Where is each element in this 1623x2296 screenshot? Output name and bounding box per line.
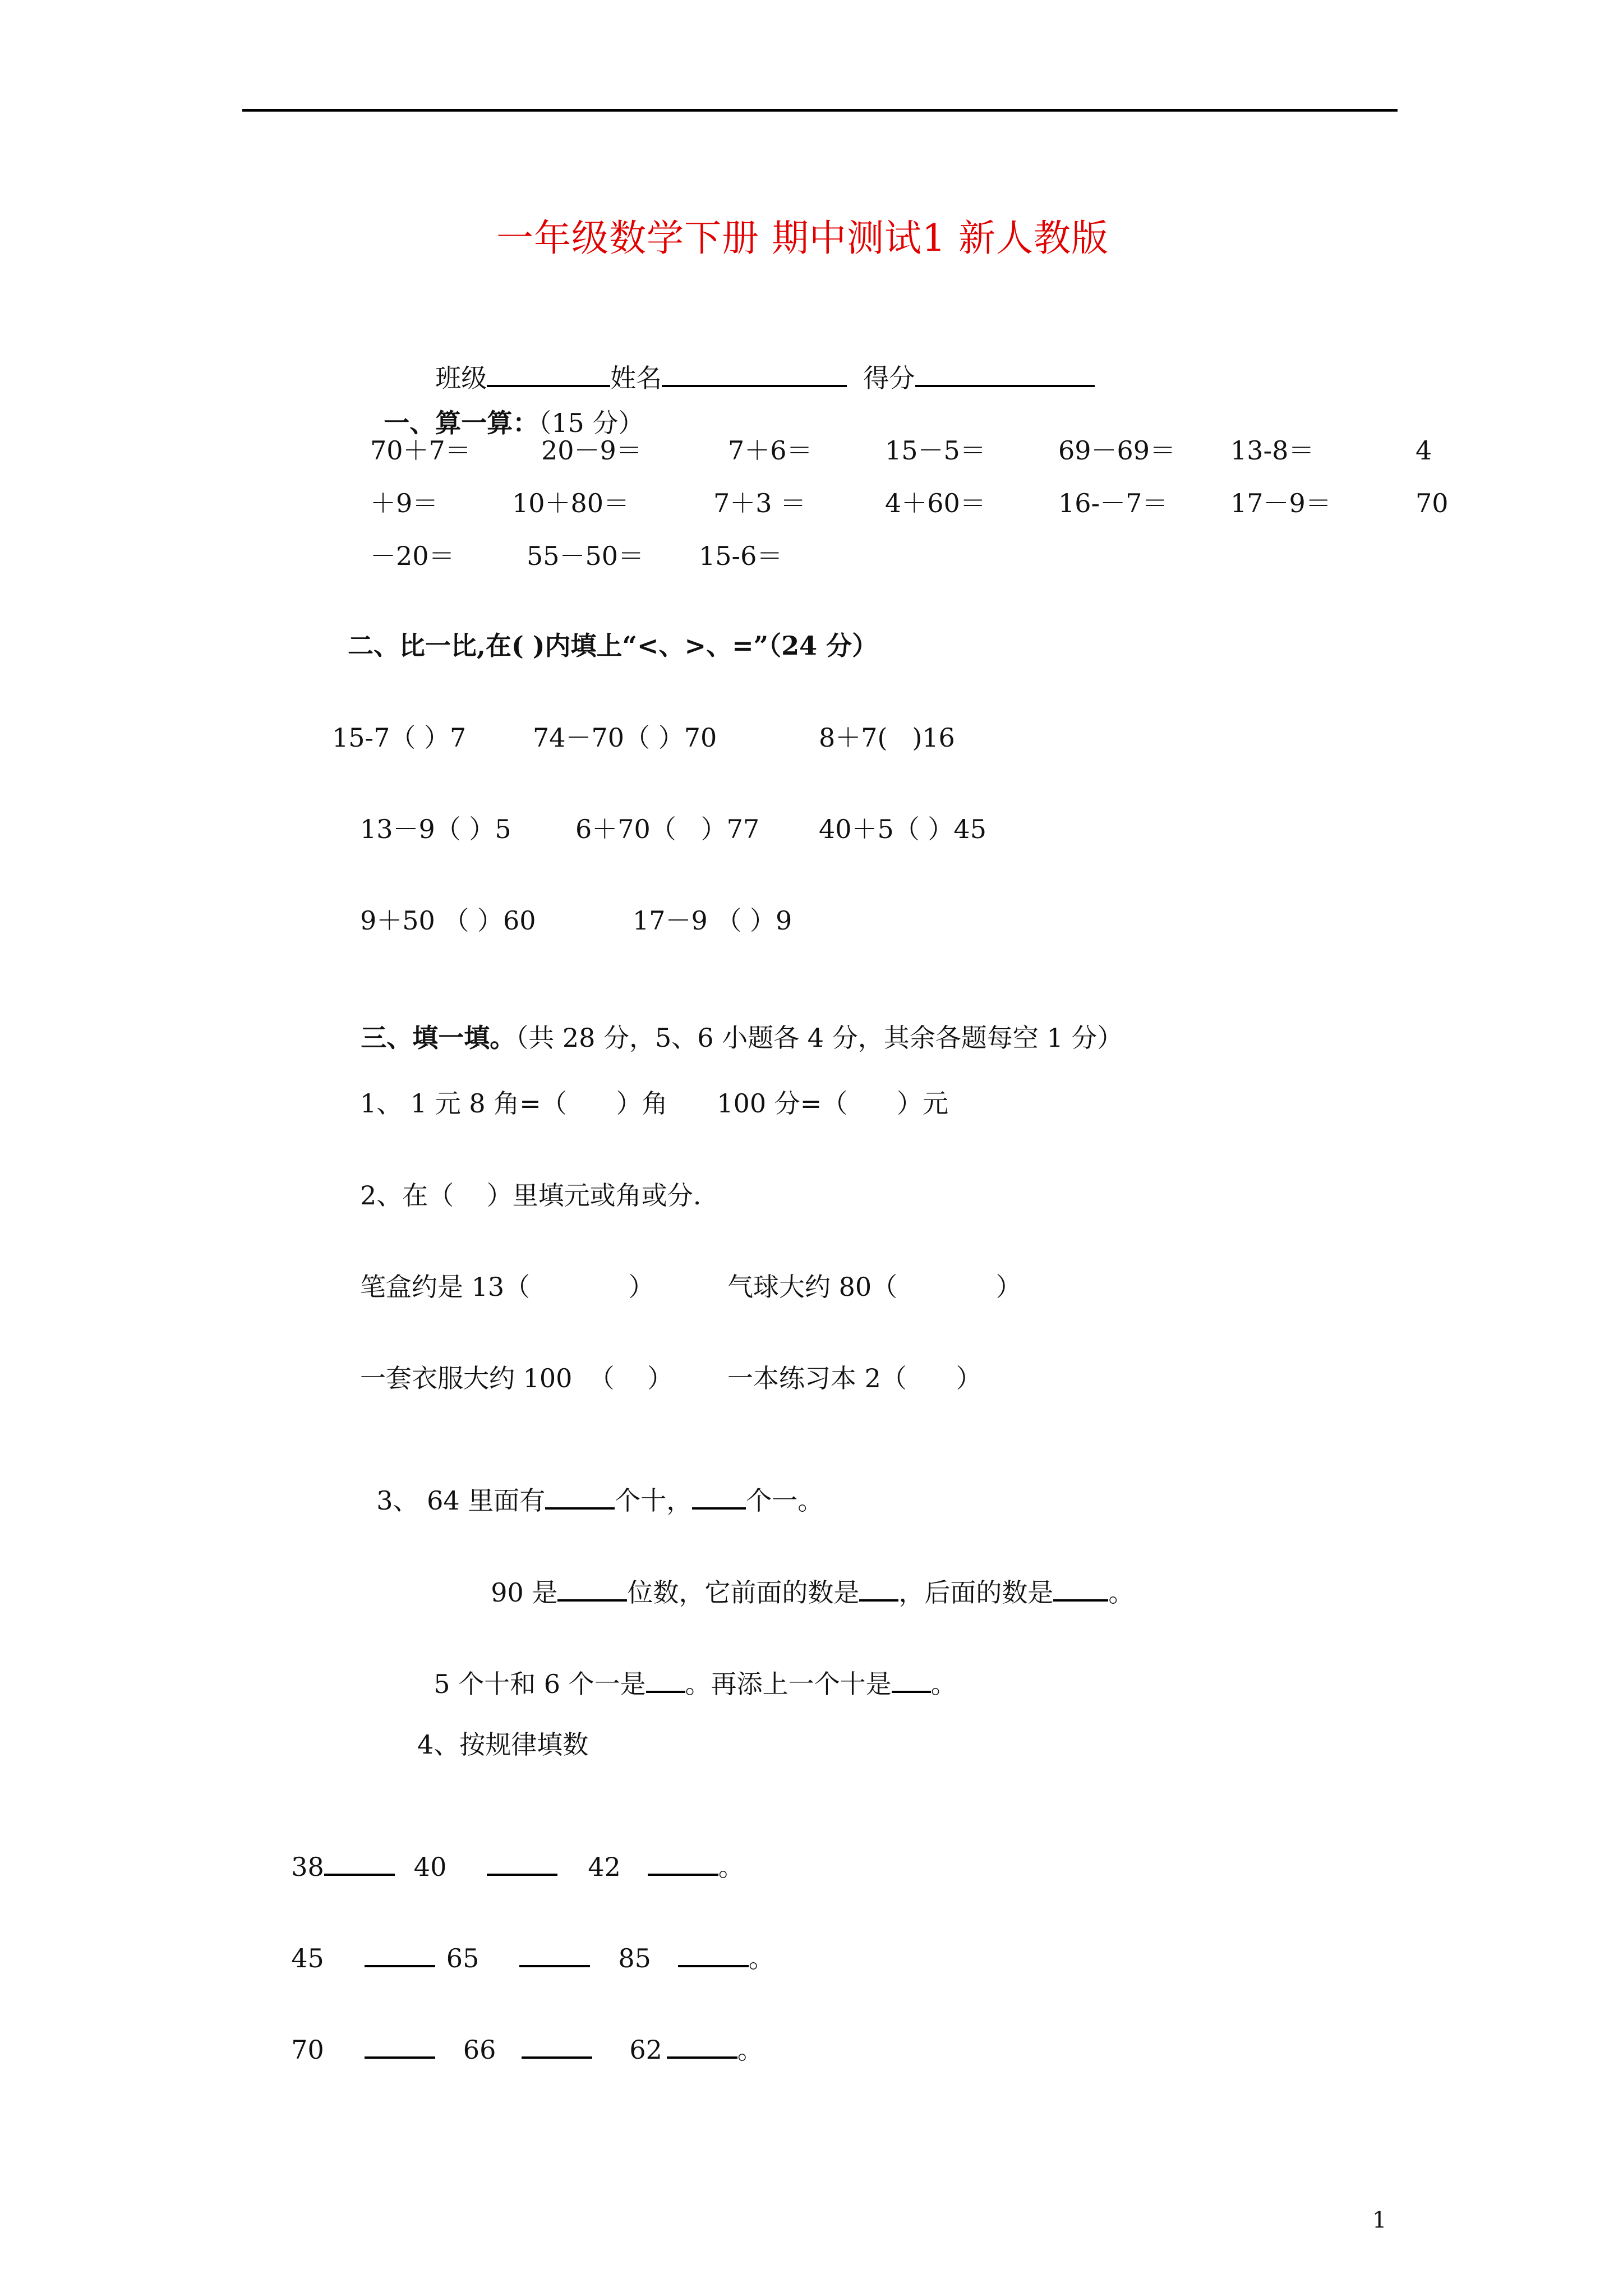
fill-blank[interactable] — [545, 1483, 615, 1510]
calc-item: －20＝ — [370, 541, 455, 571]
fill-blank[interactable] — [648, 1849, 718, 1876]
q3a-text: 个一。 — [746, 1485, 824, 1516]
sequence-1 — [275, 1823, 744, 1880]
q3a-text: 个十， — [615, 1485, 693, 1516]
compare-item: 6＋70（ ）77 — [575, 814, 760, 844]
fill-blank[interactable] — [487, 1849, 557, 1876]
sequence-3 — [275, 2006, 763, 2063]
calc-item: 4 — [1415, 435, 1432, 466]
calc-item: 15-6＝ — [699, 541, 783, 571]
name-label: 姓名 — [610, 363, 662, 393]
calc-item: 15－5＝ — [885, 435, 986, 466]
calc-item: 55－50＝ — [527, 541, 644, 571]
seq-number: 85 — [618, 1943, 651, 1973]
calc-item: 7＋6＝ — [728, 435, 813, 466]
seq-number: 65 — [446, 1943, 479, 1973]
unit-item: 笔盒约是 13（ ） — [360, 1272, 654, 1302]
compare-item: 9＋50 （ ）60 — [360, 905, 536, 936]
compare-item: 40＋5（ ）45 — [819, 814, 986, 844]
page-title: 一年级数学下册 期中测试1 新人教版 — [496, 217, 1109, 260]
section-3-note: （共 28 分，5、6 小题各 4 分，其余各题每空 1 分） — [515, 1023, 1123, 1053]
q3a-text: 3、 64 里面有 — [376, 1485, 546, 1516]
q3c-text: 。再添上一个十是 — [685, 1669, 892, 1699]
seq-number: 40 — [413, 1852, 447, 1882]
fill-blank[interactable] — [667, 2032, 737, 2059]
seq-period: 。 — [748, 1943, 774, 1973]
class-label: 班级 — [435, 363, 487, 393]
calc-item: ＋9＝ — [370, 488, 439, 518]
fill-blank[interactable] — [859, 1575, 898, 1602]
calc-item: 7＋3 ＝ — [713, 488, 806, 518]
seq-number: 66 — [463, 2035, 496, 2065]
unit-item: 一套衣服大约 100 （ ） — [360, 1363, 674, 1393]
student-info-line — [419, 334, 1095, 391]
score-blank[interactable] — [915, 360, 1095, 387]
calc-item: 20－9＝ — [541, 435, 642, 466]
seq-period: 。 — [718, 1852, 744, 1882]
question-2: 2、在（ ）里填元或角或分. — [360, 1180, 702, 1211]
question-3-line-3 — [417, 1640, 957, 1697]
seq-number: 42 — [588, 1852, 621, 1882]
section-2-heading: 二、比一比,在( )内填上“<、>、=”（24 分） — [348, 631, 878, 661]
calc-item: 13-8＝ — [1230, 435, 1315, 466]
fill-blank[interactable] — [522, 2032, 592, 2059]
fill-blank[interactable] — [678, 1940, 749, 1967]
seq-number: 38 — [291, 1852, 324, 1882]
unit-item: 气球大约 80（ ） — [727, 1272, 1022, 1302]
question-1: 1、 1 元 8 角=（ ）角 100 分=（ ）元 — [360, 1088, 948, 1119]
compare-item: 13－9（ ）5 — [360, 814, 511, 844]
q3b-text: 90 是 — [491, 1577, 558, 1608]
seq-number: 62 — [629, 2035, 662, 2065]
name-blank[interactable] — [662, 360, 847, 387]
seq-number: 70 — [291, 2035, 324, 2065]
q3b-text: ，后面的数是 — [898, 1577, 1054, 1608]
calc-item: 10＋80＝ — [512, 488, 630, 518]
compare-item: 8＋7( )16 — [819, 723, 955, 753]
q3c-text: 5 个十和 6 个一是 — [434, 1669, 646, 1699]
unit-item: 一本练习本 2（ ） — [727, 1363, 982, 1393]
fill-blank[interactable] — [365, 2032, 435, 2059]
class-blank[interactable] — [487, 360, 610, 387]
compare-item: 17－9 （ ）9 — [633, 905, 792, 936]
fill-blank[interactable] — [519, 1940, 590, 1967]
fill-blank[interactable] — [692, 1483, 746, 1510]
question-3-line-2 — [474, 1549, 1135, 1608]
seq-period: 。 — [737, 2035, 763, 2065]
fill-blank[interactable] — [646, 1666, 685, 1693]
section-3-title: 三、填一填。 — [361, 1023, 516, 1053]
fill-blank[interactable] — [1053, 1575, 1108, 1602]
fill-blank[interactable] — [324, 1849, 395, 1876]
calc-item: 4＋60＝ — [885, 488, 986, 518]
section-1-title: 一、算一算： — [384, 408, 539, 438]
question-3-line-1 — [360, 1457, 824, 1516]
score-label: 得分 — [863, 363, 915, 393]
section-1-points: （15 分） — [538, 408, 644, 438]
question-4: 4、按规律填数 — [417, 1729, 589, 1760]
q3b-text: 位数，它前面的数是 — [627, 1577, 860, 1608]
calc-item: 70 — [1415, 488, 1449, 518]
compare-item: 74－70（ ）70 — [533, 723, 717, 753]
page-number: 1 — [1372, 2207, 1387, 2233]
fill-blank[interactable] — [365, 1940, 435, 1967]
calc-item: 16-－7＝ — [1058, 488, 1168, 518]
q3c-text: 。 — [930, 1669, 957, 1699]
section-1-heading — [367, 384, 644, 436]
fill-blank[interactable] — [892, 1666, 931, 1693]
calc-item: 69－69＝ — [1058, 435, 1176, 466]
sequence-2 — [275, 1915, 774, 1971]
section-3-heading — [344, 999, 1123, 1051]
calc-item: 70＋7＝ — [370, 435, 471, 466]
fill-blank[interactable] — [557, 1575, 627, 1602]
header-rule — [242, 109, 1398, 112]
seq-number: 45 — [291, 1943, 324, 1973]
q3b-text: 。 — [1108, 1577, 1135, 1608]
calc-item: 17－9＝ — [1230, 488, 1331, 518]
compare-item: 15-7（ ）7 — [332, 723, 467, 753]
